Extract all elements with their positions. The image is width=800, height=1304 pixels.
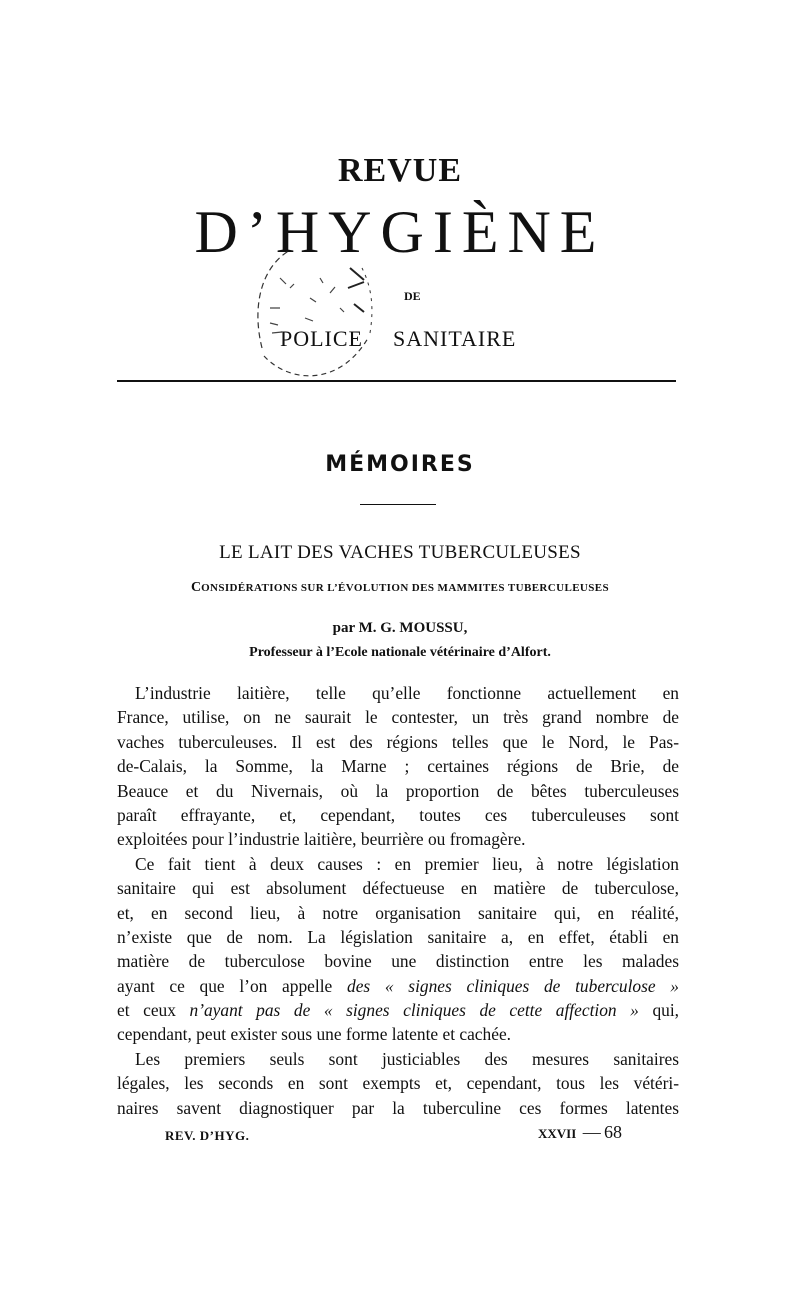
body-line: n’existe que de nom. La législation sanitaire a, en effet, établi en bbox=[117, 926, 679, 947]
header-rule bbox=[117, 380, 676, 382]
sheet-number: 68 bbox=[604, 1122, 623, 1142]
body-line: Ce fait tient à deux causes : en premier lieu, à notre législation bbox=[135, 853, 679, 874]
body-text-segment: qui, bbox=[652, 1000, 680, 1021]
body-line: Les premiers seuls sont justiciables des mesures sanitaires bbox=[135, 1048, 679, 1069]
signature-mark bbox=[538, 1122, 622, 1143]
library-stamp bbox=[250, 238, 385, 388]
subtitle-initial: C bbox=[190, 580, 202, 595]
body-line: et, en second lieu, à notre organisation sanitaire qui, en réalité, bbox=[117, 902, 679, 923]
section-rule bbox=[360, 504, 436, 505]
body-line: cependant, peut exister sous une forme latente et cachée. bbox=[117, 1024, 512, 1045]
italic-quote: des « signes cliniques de tuberculose » bbox=[347, 975, 679, 996]
body-line: sanitaire qui est absolument défectueuse en matière de tuberculose, bbox=[117, 878, 679, 899]
body-line: matière de tuberculose bovine une distinction entre les malades bbox=[117, 951, 679, 972]
body-line: vaches tuberculeuses. Il est des régions telles que le Nord, le Pas- bbox=[117, 731, 679, 752]
article-subtitle bbox=[0, 580, 800, 596]
body-line: de-Calais, la Somme, la Marne ; certaines régions de Brie, de bbox=[117, 756, 679, 777]
body-line: Beauce et du Nivernais, où la proportion de bêtes tuberculeuses bbox=[117, 780, 679, 801]
body-line-mixed bbox=[117, 974, 679, 998]
body-text-segment: ayant ce que l’on appelle bbox=[117, 975, 333, 996]
footer-dash: — bbox=[582, 1122, 601, 1142]
volume-number: XXVII bbox=[538, 1126, 577, 1141]
body-line: naires savent diagnostiquer par la tuberculine ces formes latentes bbox=[117, 1097, 679, 1118]
body-line: exploitées pour l’industrie laitière, beurrière ou fromagère. bbox=[117, 829, 526, 850]
journal-title-revue: REVUE bbox=[337, 152, 463, 189]
journal-title-police: POLICE bbox=[280, 326, 363, 351]
body-text-segment: et ceux bbox=[117, 1000, 176, 1021]
body-line: légales, les seconds en sont exempts et, cependant, tous les vétéri- bbox=[117, 1073, 679, 1094]
body-line: L’industrie laitière, telle qu’elle fonctionne actuellement en bbox=[135, 683, 679, 703]
running-footer-journal: REV. D’HYG. bbox=[165, 1128, 250, 1143]
body-line: France, utilise, on ne saurait le contester, un très grand nombre de bbox=[117, 707, 679, 728]
journal-title-sanitaire: SANITAIRE bbox=[393, 326, 517, 351]
article-title: LE LAIT DES VACHES TUBERCULEUSES bbox=[219, 542, 581, 563]
body-line-mixed bbox=[117, 998, 679, 1022]
title-connector-de: DE bbox=[404, 289, 421, 303]
italic-quote: n’ayant pas de « signes cliniques de cette affection » bbox=[189, 1000, 639, 1021]
section-heading: MÉMOIRES bbox=[325, 452, 475, 477]
article-author: par M. G. MOUSSU, bbox=[332, 620, 468, 636]
journal-title-hygiene: D’HYGIÈNE bbox=[194, 199, 606, 265]
author-affiliation: Professeur à l’Ecole nationale vétérinaire d’Alfort. bbox=[249, 645, 551, 660]
body-line: paraît effrayante, et, cependant, toutes ces tuberculeuses sont bbox=[117, 804, 679, 825]
article-body bbox=[117, 681, 679, 1120]
subtitle-rest: ONSIDÉRATIONS SUR L’ÉVOLUTION DES MAMMITES TUBERCULEUSES bbox=[201, 582, 610, 594]
